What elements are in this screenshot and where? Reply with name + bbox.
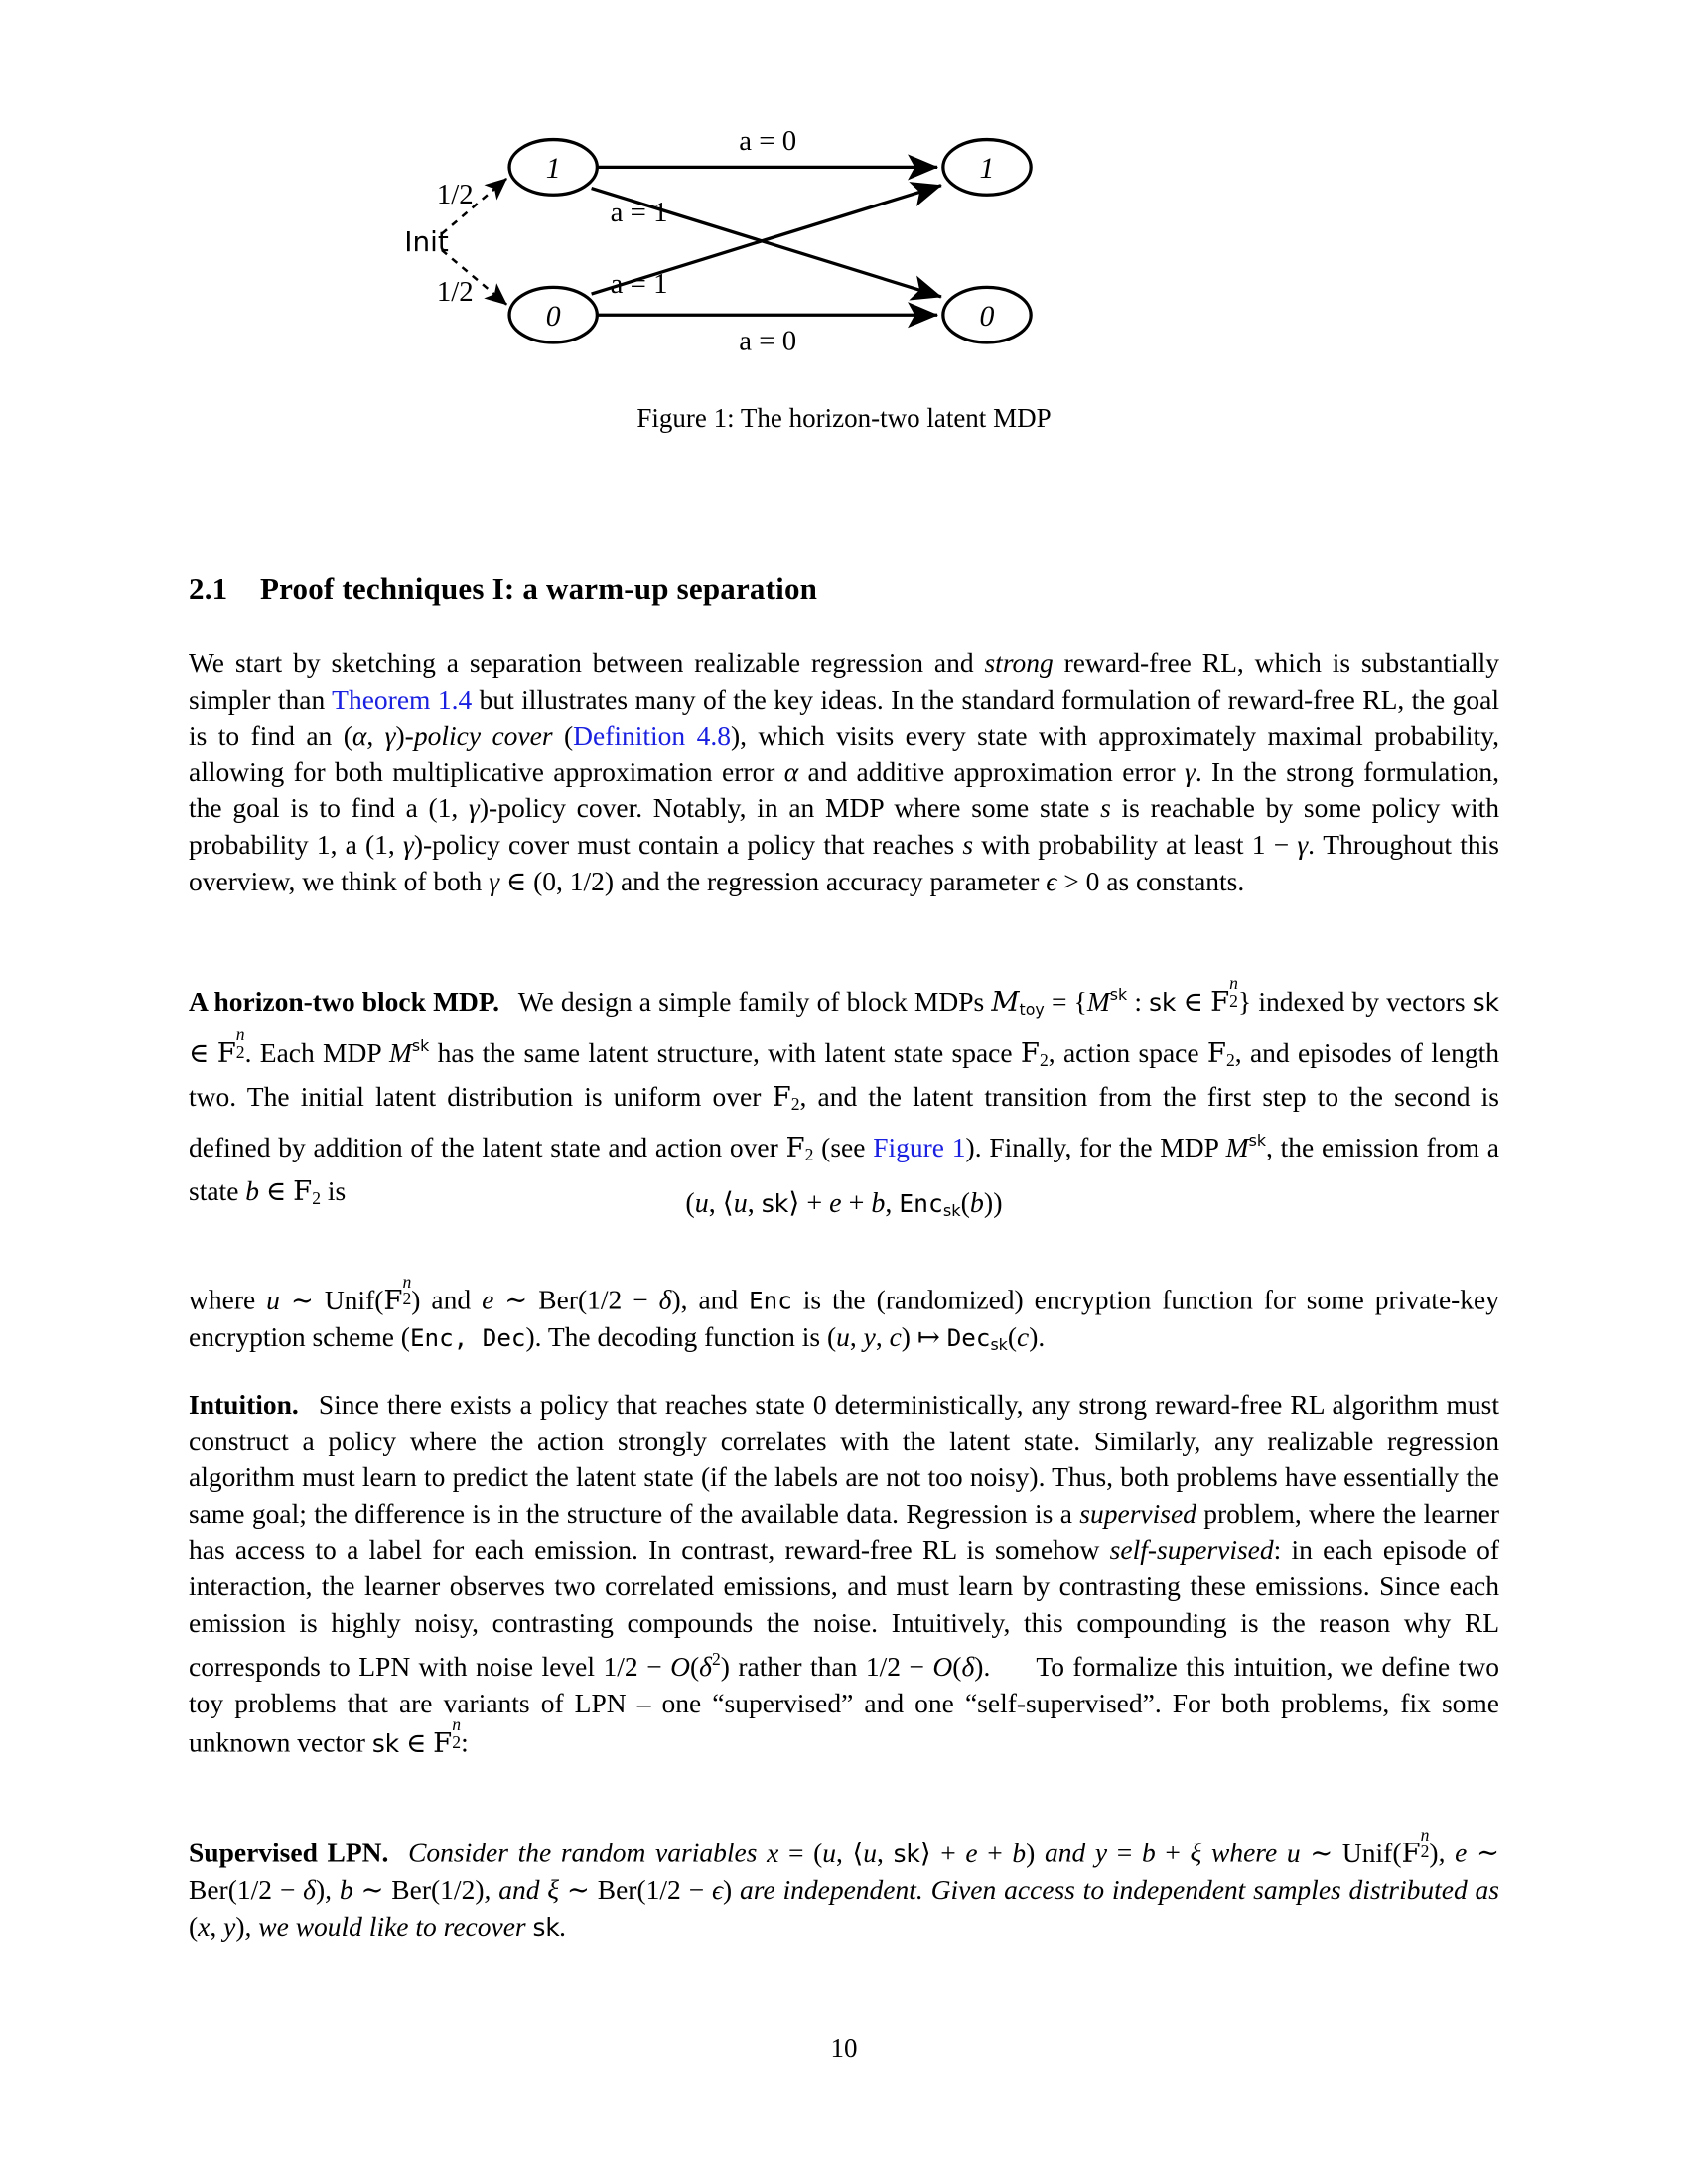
init-prob-top: 1/2	[436, 178, 474, 210]
text-run: but illustrates many of the key ideas. In the standard formulation of reward-free RL, the goal is to find an	[189, 683, 1499, 751]
node-label-step2-state1: 1	[979, 151, 995, 185]
mdp-diagram	[189, 129, 1499, 367]
runin-heading-intuition: Intuition.	[189, 1389, 299, 1420]
text-run: is reachable by some policy with probability 1, a	[189, 792, 1499, 860]
text-run: ,	[1438, 1837, 1456, 1868]
figure-1	[189, 129, 1499, 436]
figure-caption: Figure 1: The horizon-two latent MDP	[636, 403, 1052, 433]
text-run: .	[983, 1651, 991, 1683]
text-run: , and	[680, 1284, 750, 1315]
emphasis-policy-cover: policy cover	[413, 720, 553, 751]
text-run: ). Finally, for the MDP	[965, 1132, 1226, 1163]
text-run: , we would like to recover	[244, 1910, 533, 1942]
text-run: , and	[484, 1874, 548, 1906]
text-run: -policy cover. Notably, in an MDP where some state	[489, 792, 1101, 824]
text-run: , and the latent transition from the first step to the second is defined by addition of the latent state and action over	[189, 1080, 1499, 1163]
text-run: Since there exists a policy that reaches state 0 deterministically, any strong reward-free RL algorithm must construct a policy where the action strongly correlates with the latent state. Similarly, any realizable regression algorithm must learn to predict the latent state (if the labels are not too noisy). Thus, both problems have essentially the same goal; the difference is in the structure of the available data. Regression is a	[189, 1389, 1499, 1529]
math-family-def: $M_{toy} = \{M^{sk}$ : sk ∈ F n 2 }	[991, 972, 1252, 1019]
runin-heading-block-mdp: A horizon-two block MDP.	[189, 985, 500, 1017]
text-run: . Each MDP	[244, 1037, 389, 1069]
text-run: . Throughout this overview, we think of both	[189, 828, 1499, 896]
text-run: and	[1035, 1837, 1095, 1868]
code-enc-dec: Enc, Dec	[409, 1324, 526, 1353]
paragraph-block-mdp: A horizon-two block MDP. We design a simple family of block MDPs $M_{toy} = \{M^{sk}$ : sk ∈ F n 2 } indexed by vectors sk ∈ F n 2 . Each MDP $M^{sk}$ has the same latent structure, with latent state space $F_2$, action space $F_2$, and episodes of length two. The initial latent distribution is uniform over $F_2$, and the latent transition from the first step to the second is defined by addition of the latent state and action over $F_2$ (see Figure 1). Finally, for the MDP $M^{sk}$, the emission from a state b ∈ $F_2$ is	[189, 972, 1500, 1208]
text-run: :	[461, 1726, 469, 1758]
emphasis-self-supervised: self-supervised	[1109, 1534, 1274, 1566]
runin-heading-supervised-lpn: Supervised LPN.	[189, 1837, 389, 1868]
page-number: 10	[830, 2033, 858, 2063]
text-run: .	[1038, 1321, 1046, 1353]
section-number: 2.1	[189, 571, 228, 606]
section-title: Proof techniques I: a warm-up separation	[260, 571, 818, 606]
text-run: We design a simple family of block MDPs	[511, 985, 992, 1017]
link-figure-1[interactable]: Figure 1	[873, 1132, 966, 1163]
text-run: , action space	[1048, 1037, 1207, 1069]
text-run: .	[559, 1910, 567, 1942]
code-enc: Enc	[749, 1287, 792, 1315]
text-run: , the emission from a state	[189, 1132, 1499, 1206]
section-heading	[189, 571, 817, 607]
text-run: We start by sketching a separation between realizable regression and	[189, 647, 985, 678]
action-label-bottom-bottom: a = 0	[739, 325, 797, 357]
link-theorem-1-4[interactable]: Theorem 1.4	[332, 683, 473, 715]
action-label-top-bottom: a = 1	[610, 197, 668, 229]
text-run: where	[1201, 1837, 1287, 1868]
text-run: Consider the random variables	[398, 1837, 768, 1868]
text-run: -policy cover must contain a policy that reaches	[422, 828, 963, 860]
text-run: indexed by vectors	[1251, 985, 1473, 1017]
text-run: and additive approximation error	[798, 755, 1185, 787]
text-run: ,	[325, 1874, 340, 1906]
emphasis-supervised: supervised	[1079, 1497, 1196, 1529]
action-label-bottom-top: a = 1	[610, 268, 668, 301]
text-run: ), which visits every state with approximately maximal probability, allowing for both multiplicative approximation error	[189, 720, 1499, 787]
text-run: is the (randomized) encryption function for some private-key encryption scheme (	[189, 1284, 1500, 1353]
text-run: problem, where the learner has access to a label for each emission. In contrast, reward-free RL is somehow	[189, 1497, 1499, 1566]
action-label-top-top: a = 0	[739, 129, 797, 158]
text-run: is	[321, 1174, 347, 1206]
text-run: and	[420, 1284, 483, 1315]
paragraph-where-clause: where u ∼ Unif(F n 2 ) and e ∼ Ber(1/2 − δ), and Enc is the (randomized) encryption function for some private-key encryption scheme (Enc, Dec). The decoding function is (u, y, c) ↦ Dec$_{sk}$(c).	[189, 1271, 1500, 1355]
text-run: and the regression accuracy parameter	[614, 865, 1047, 896]
text-run: To formalize this intuition, we define two toy problems that are variants of LPN – one “supervised” and one “self-supervised”. For both problems, fix some unknown vector	[189, 1651, 1499, 1758]
text-run: reward-free RL, which is substantially simpler than	[189, 647, 1499, 715]
node-label-step1-state1: 1	[545, 151, 561, 185]
display-equation-emission: (u, ⟨u, sk⟩ + e + b, Enc$_{sk}$(b))	[685, 1188, 1003, 1220]
mdp-nodes	[509, 140, 1031, 342]
link-definition-4-8[interactable]: Definition 4.8	[573, 720, 731, 751]
text-run: where	[189, 1284, 267, 1315]
node-label-step2-state0: 0	[979, 299, 995, 333]
text-run: : in each episode of interaction, the learner observes two correlated emissions, and must learn by contrasting these emissions. Since each emission is highly noisy, contrasting compounds the noise. Intuitively, this compounding is the reason why RL corresponds to LPN with noise level	[189, 1534, 1499, 1683]
paragraph-supervised-lpn: Supervised LPN. Consider the random variables x = (u, ⟨u, sk⟩ + e + b) and y = b + ξ where u ∼ Unif(F n 2 ), e ∼ Ber(1/2 − δ), b ∼ Ber(1/2), and ξ ∼ Ber(1/2 − ϵ) are independent. Given access to independent samples distributed as (x, y), we would like to recover sk.	[189, 1824, 1500, 1942]
init-prob-bottom: 1/2	[436, 275, 474, 308]
init-label: Init	[404, 224, 449, 258]
text-run: (	[552, 720, 574, 751]
text-run: . In the strong formulation, the goal is to find a	[189, 755, 1499, 824]
text-run: are independent. Given access to independent samples distributed as	[732, 1874, 1500, 1906]
paragraph-intro: We start by sketching a separation between realizable regression and strong reward-free RL, which is substantially simpler than Theorem 1.4 but illustrates many of the key ideas. In the standard formulation of reward-free RL, the goal is to find an (α, γ)-policy cover (Definition 4.8), which visits every state with approximately maximal probability, allowing for both multiplicative approximation error α and additive approximation error γ. In the strong formulation, the goal is to find a (1, γ)-policy cover. Notably, in an MDP where some state s is reachable by some policy with probability 1, a (1, γ)-policy cover must contain a policy that reaches s with probability at least 1 − γ. Throughout this overview, we think of both γ ∈ (0, 1/2) and the regression accuracy parameter ϵ > 0 as constants.	[189, 647, 1499, 896]
emphasis-strong: strong	[984, 647, 1054, 678]
text-run: rather than	[729, 1651, 866, 1683]
text-run: has the same latent structure, with latent state space	[429, 1037, 1021, 1069]
paragraph-intuition: Intuition. Since there exists a policy that reaches state 0 deterministically, any strong reward-free RL algorithm must construct a policy where the action strongly correlates with the latent state. Similarly, any realizable regression algorithm must learn to predict the latent state (if the labels are not too noisy). Thus, both problems have essentially the same goal; the difference is in the structure of the available data. Regression is a supervised problem, where the learner has access to a label for each emission. In contrast, reward-free RL is somehow self-supervised: in each episode of interaction, the learner observes two correlated emissions, and must learn by contrasting these emissions. Since each emission is highly noisy, contrasting compounds the noise. Intuitively, this compounding is the reason why RL corresponds to LPN with noise level $1/2 - O(\delta^2)$ rather than 1/2 − O(δ). To formalize this intuition, we define two toy problems that are variants of LPN – one “supervised” and one “self-supervised”. For both problems, fix some unknown vector sk ∈ F n 2 :	[189, 1389, 1499, 1759]
text-run: as constants.	[1099, 865, 1245, 896]
node-label-step1-state0: 0	[545, 299, 561, 333]
math-sk: sk	[532, 1912, 560, 1942]
text-run: ). The decoding function is	[525, 1321, 827, 1353]
text-run: , and episodes of length two. The initial latent distribution is uniform over	[189, 1037, 1499, 1112]
text-run: (see	[813, 1132, 874, 1163]
text-run: with probability at least	[973, 828, 1252, 860]
